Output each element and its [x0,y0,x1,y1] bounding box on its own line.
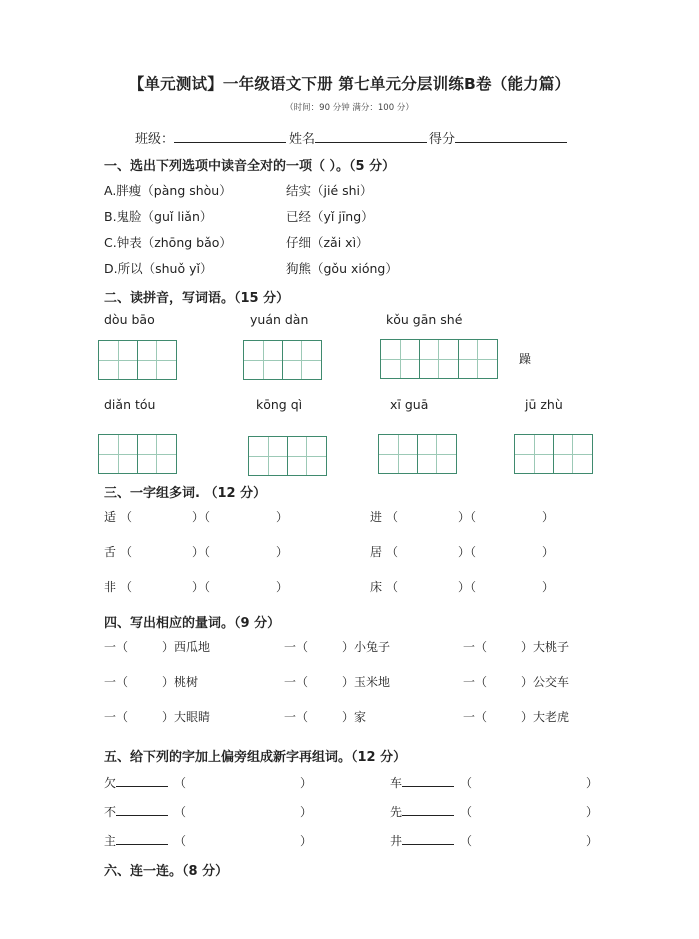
pinyin-1: dòu bāo [104,312,155,327]
option-c-2: 仔细（zǎi xì） [286,235,369,250]
measure-word-item: 一（ ）大老虎 [463,710,570,724]
option-c-1: C.钟表（zhōng bǎo） [104,235,232,250]
writing-grid-2[interactable] [243,340,321,380]
score-field [429,128,567,147]
extra-char: 躁 [519,352,532,366]
radical-row: 先 （ ） [390,805,599,819]
section-3-heading: 三、一字组多词. （12 分） [104,486,267,501]
measure-word-item: 一（ ）公交车 [463,675,570,689]
name-field [289,128,427,147]
pinyin-7: jū zhù [525,397,563,412]
option-a-1: A.胖瘦（pàng shòu） [104,183,232,198]
word-row: 进 （ ）（ ） [370,510,555,524]
base-char: 非 [104,580,117,594]
pinyin-6: xī guā [390,397,429,412]
radical-row: 主 （ ） [104,834,313,848]
word-row: 床 （ ）（ ） [370,580,555,594]
pinyin-5: kōng qì [256,397,303,412]
name-label: 姓名 [289,132,316,147]
writing-grid-7[interactable] [514,434,592,474]
measure-word-item: 一（ ）玉米地 [284,675,391,689]
option-b-1: B.鬼脸（guǐ liǎn） [104,209,213,224]
word-row: 居 （ ）（ ） [370,545,555,559]
radical-row: 不 （ ） [104,805,313,819]
radical-row: 车 （ ） [390,776,599,790]
class-field [135,128,286,147]
section-5-heading: 五、给下列的字加上偏旁组成新字再组词。（12 分） [104,750,407,765]
section-4-heading: 四、写出相应的量词。（9 分） [104,616,281,631]
radical-row: 欠 （ ） [104,776,313,790]
pinyin-3: kǒu gān shé [386,312,463,327]
option-d-2: 狗熊（gǒu xióng） [286,261,398,276]
word-row: 非 （ ）（ ） [104,580,289,594]
radical-row: 井 （ ） [390,834,599,848]
measure-word-item: 一（ ）大眼睛 [104,710,211,724]
writing-grid-1[interactable] [98,340,176,380]
measure-word-item: 一（ ）小兔子 [284,640,391,654]
measure-word-item: 一（ ）西瓜地 [104,640,211,654]
page-subtitle: （时间：90 分钟 满分：100 分） [285,103,414,113]
writing-grid-6[interactable] [378,434,456,474]
measure-word-item: 一（ ）大桃子 [463,640,570,654]
option-d-1: D.所以（shuǒ yǐ） [104,261,213,276]
option-b-2: 已经（yǐ jīng） [286,209,374,224]
class-label: 班级： [135,132,175,147]
base-char: 舌 [104,545,117,559]
pinyin-2: yuán dàn [250,312,309,327]
page-title: 【单元测试】一年级语文下册 第七单元分层训练B卷（能力篇） [128,75,571,93]
base-char: 居 [370,545,383,559]
writing-grid-4[interactable] [98,434,176,474]
word-row: 舌 （ ）（ ） [104,545,289,559]
section-1-heading: 一、选出下列选项中读音全对的一项（ ）。（5 分） [104,159,396,174]
measure-word-item: 一（ ）家 [284,710,367,724]
word-row: 适 （ ）（ ） [104,510,289,524]
measure-word-item: 一（ ）桃树 [104,675,199,689]
section-2-heading: 二、读拼音，写词语。（15 分） [104,291,290,306]
base-char: 床 [370,580,383,594]
writing-grid-5[interactable] [248,436,326,476]
writing-grid-3[interactable] [380,339,496,379]
pinyin-4: diǎn tóu [104,397,156,412]
section-6-heading: 六、连一连。（8 分） [104,864,229,879]
base-char: 进 [370,510,383,524]
option-a-2: 结实（jié shi） [286,183,373,198]
base-char: 适 [104,510,117,524]
score-label: 得分 [429,132,456,147]
